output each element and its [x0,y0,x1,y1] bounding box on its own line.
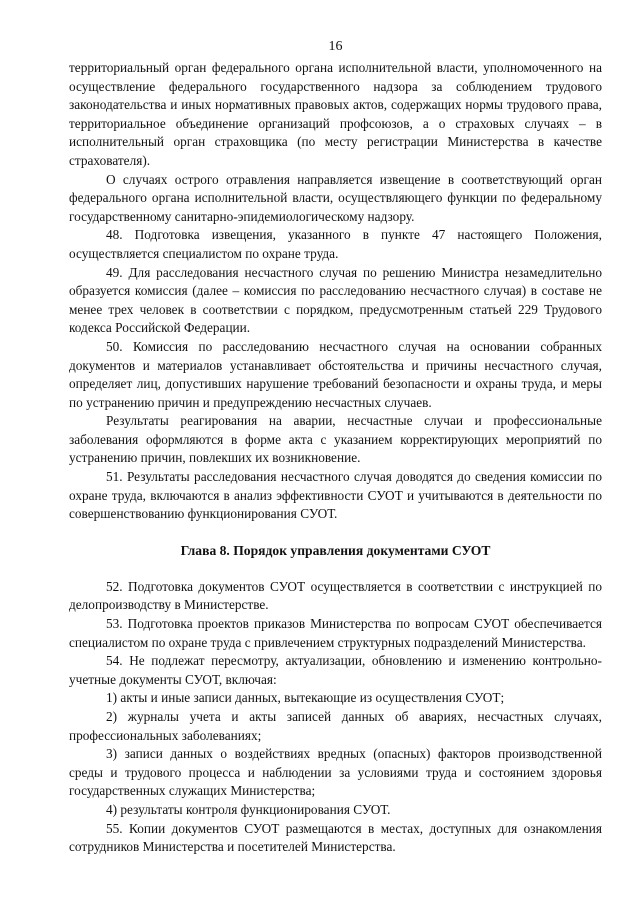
list-item-1: 1) акты и иные записи данных, вытекающие из осуществления СУОТ; [106,690,505,706]
section-body-2 [69,578,602,857]
list-item-4: 4) результаты контроля функционирования СУОТ. [106,801,391,817]
paragraph-results: Результаты реагирования на аварии, несчастные случаи и профессиональные заболевания оформляются в форме акта с указанием корректирующих мероприятий по устранению причин, повлекших их возникновение. [69,413,602,466]
list-item-3: 3) записи данных о воздействиях вредных (опасных) факторов производственной среды и трудового процесса и наблюдении за условиями труда и состоянием здоровья государственных служащих Министерства; [69,746,602,799]
paragraph-49: 49. Для расследования несчастного случая по решению Министра незамедлительно образуется комиссия (далее – комиссия по расследованию несчастного случая) в составе не менее трех человек в соответствии с порядком, предусмотренным статьей 229 Трудового кодекса Российской Федерации. [69,264,602,336]
paragraph-48: 48. Подготовка извещения, указанного в пункте 47 настоящего Положения, осуществляется специалистом по охране труда. [69,227,602,261]
document-page [69,38,602,857]
paragraph-55: 55. Копии документов СУОТ размещаются в местах, доступных для ознакомления сотрудников Министерства и посетителей Министерства. [69,820,602,855]
paragraph-poisoning-notice: О случаях острого отравления направляется извещение в соответствующий орган федерального органа исполнительной власти, осуществляющего функции по федеральному государственному санитарно-эпидемиологическому надзору. [69,171,602,224]
paragraph-53: 53. Подготовка проектов приказов Министерства по вопросам СУОТ обеспечивается специалистом по охране труда с привлечением структурных подразделений Министерства. [69,616,602,650]
page-number: 16 [328,39,343,54]
paragraph-continuation: территориальный орган федерального органа исполнительной власти, уполномоченного на осуществление федерального государственного надзора за соблюдением трудового законодательства и иных нормативных правовых актов, содержащих нормы трудового права, территориальное объединение организаций профсоюзов, а о страховых случаях – в исполнительный орган страховщика (по месту регистрации Министерства в качестве страхователя). [69,60,602,168]
list-item-2: 2) журналы учета и акты записей данных об авариях, несчастных случаях, профессиональных заболеваниях; [69,709,602,743]
paragraph-51: 51. Результаты расследования несчастного случая доводятся до сведения комиссии по охране труда, включаются в анализ эффективности СУОТ и учитываются в деятельности по совершенствованию функционирования СУОТ. [69,469,602,522]
section-body-1 [69,59,602,524]
chapter-heading: Глава 8. Порядок управления документами СУОТ [180,542,491,558]
paragraph-50: 50. Комиссия по расследованию несчастного случая на основании собранных документов и материалов устанавливает обстоятельства и причины несчастного случая, определяет лиц, допустивших нарушение требований безопасности и охраны труда, и меры по устранению причин и предупреждению несчастных случаев. [69,338,602,410]
paragraph-52: 52. Подготовка документов СУОТ осуществляется в соответствии с инструкцией по делопроизводству в Министерстве. [69,578,602,613]
paragraph-54: 54. Не подлежат пересмотру, актуализации, обновлению и изменению контрольно-учетные документы СУОТ, включая: [69,653,602,687]
